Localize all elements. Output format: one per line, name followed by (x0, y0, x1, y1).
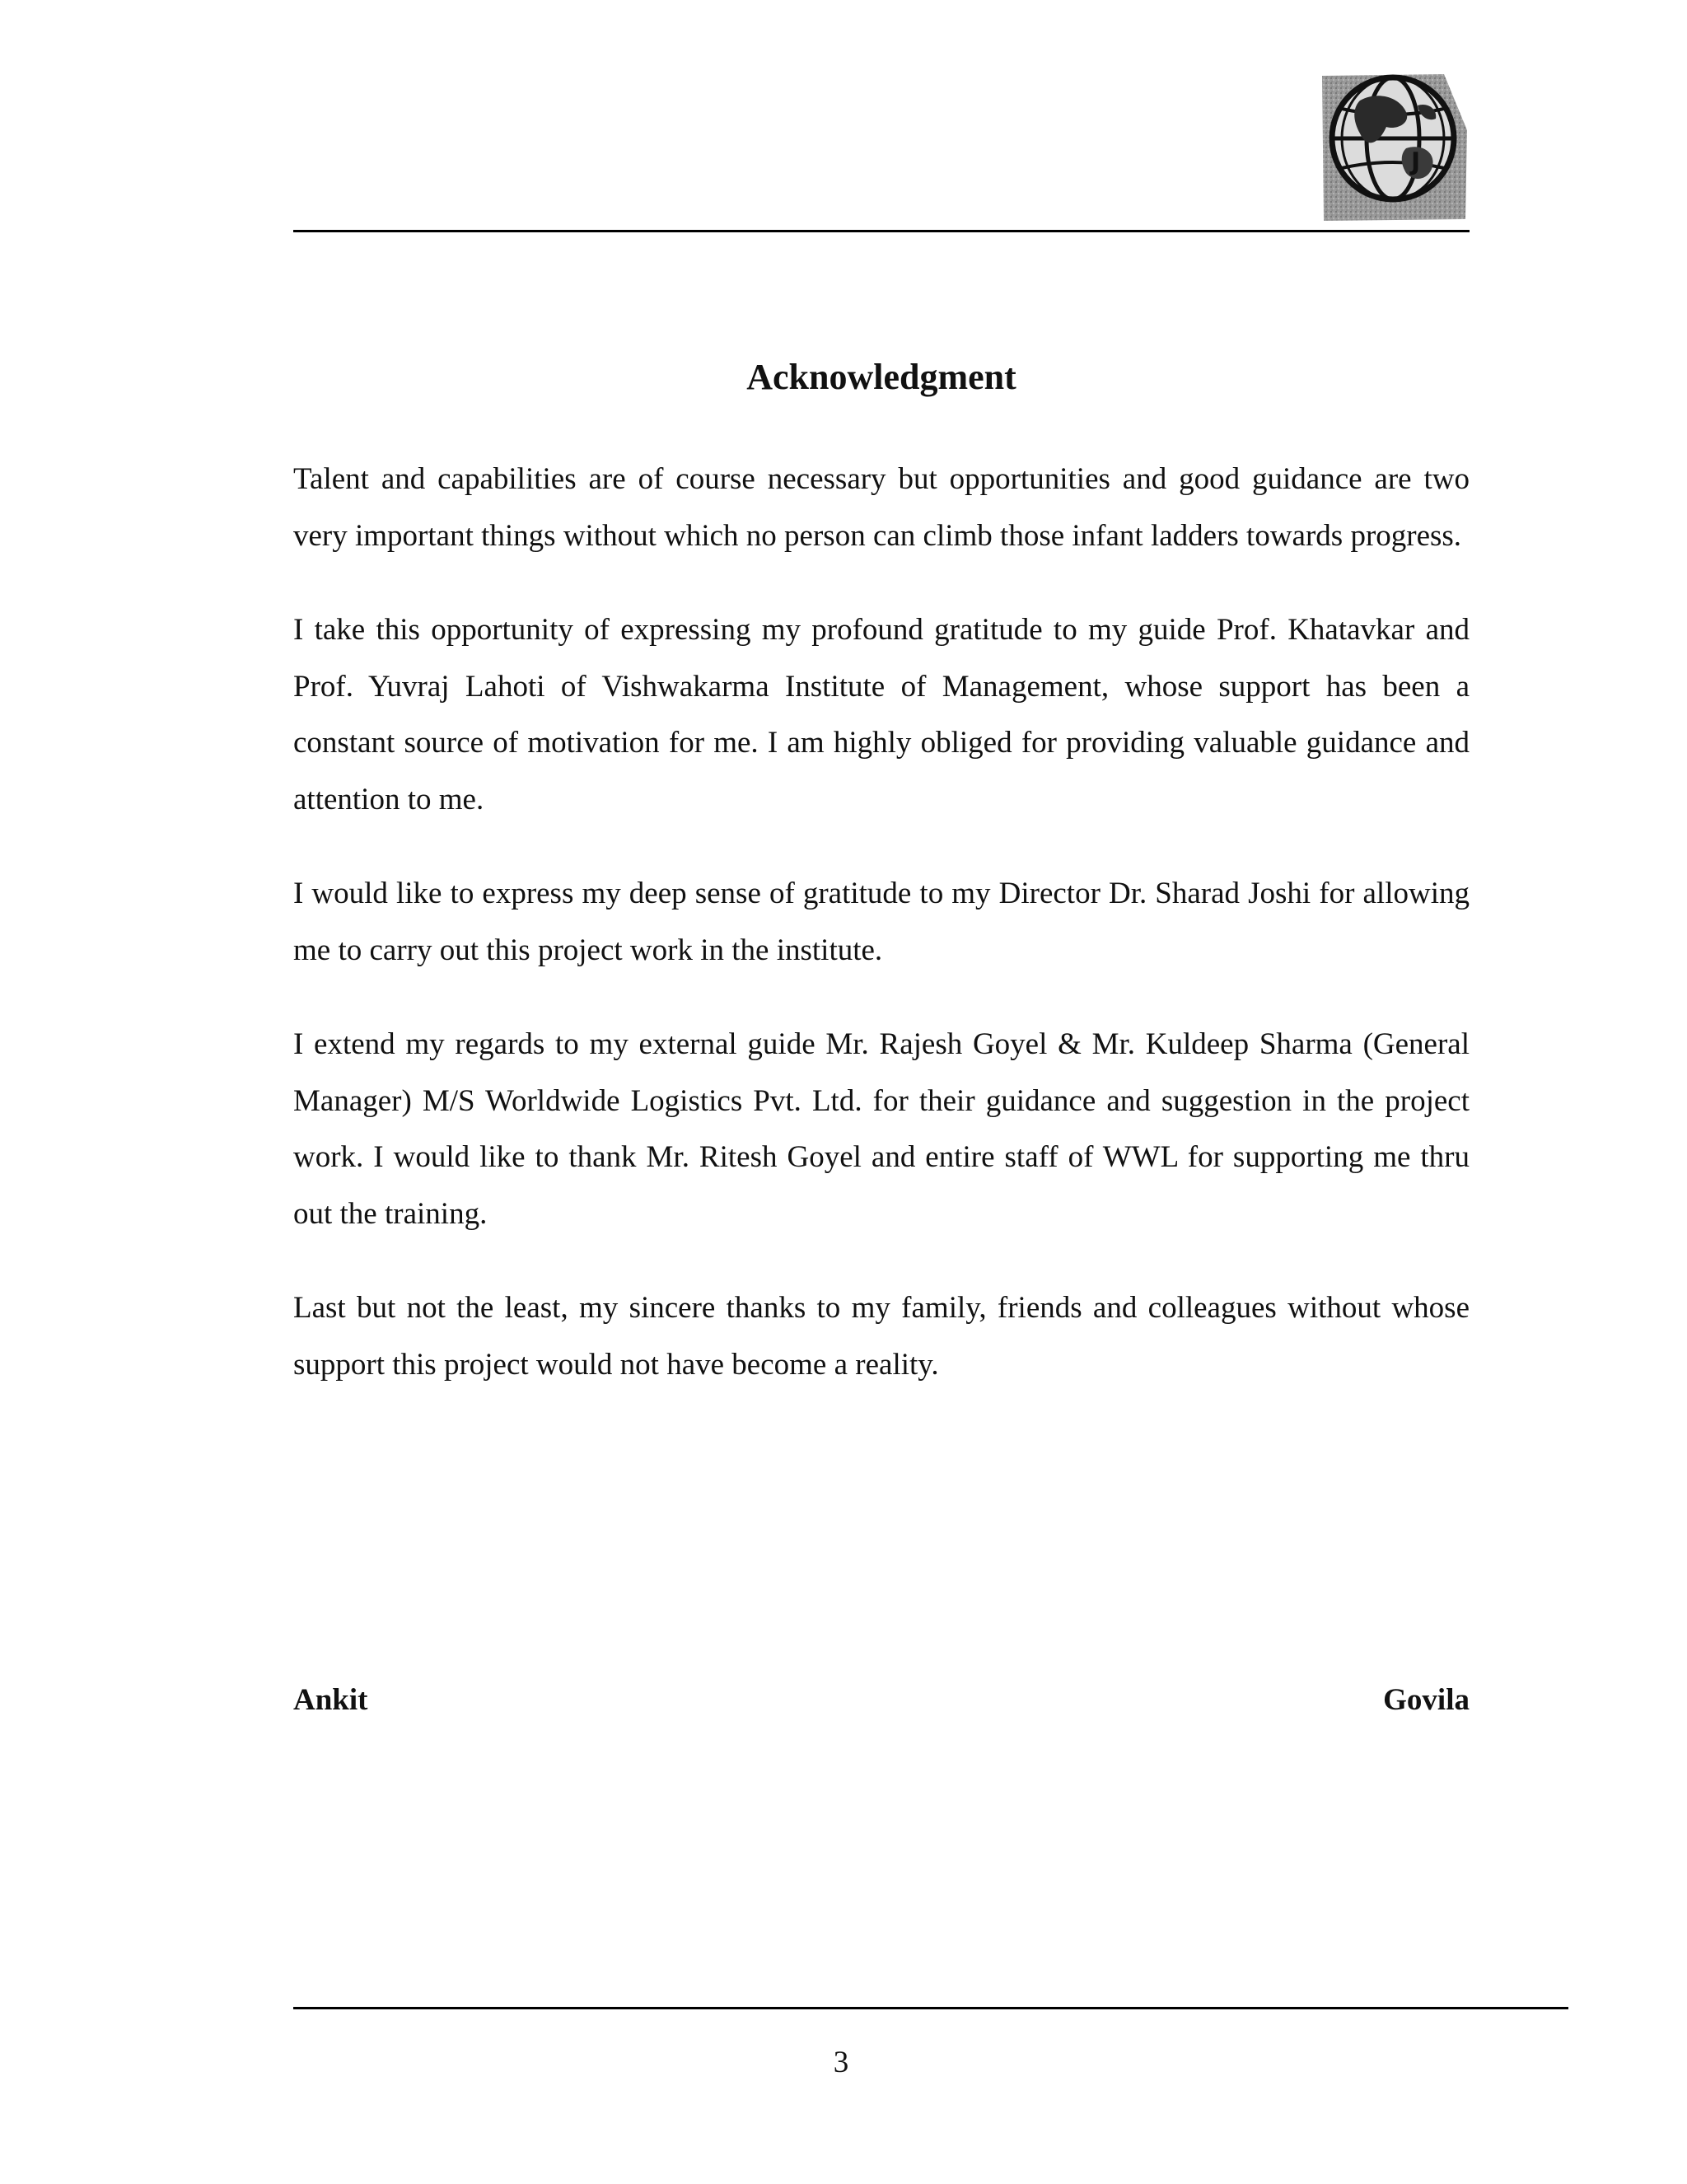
acknowledgment-body (293, 451, 1470, 1431)
page-number: 3 (833, 2046, 849, 2079)
paragraph-3: I would like to express my deep sense of gratitude to my Director Dr. Sharad Joshi for allowing me to carry out this project work in the institute. (293, 877, 1470, 967)
signature-last-name: Govila (1383, 1683, 1470, 1717)
paragraph-4: I extend my regards to my external guide Mr. Rajesh Goyel & Mr. Kuldeep Sharma (General Manager) M/S Worldwide Logistics Pvt. Ltd. for their guidance and suggestion in the project work. I would like to thank Mr. Ritesh Goyel and entire staff of WWL for supporting me thru out the training. (293, 1027, 1470, 1231)
paragraph-2: I take this opportunity of expressing my profound gratitude to my guide Prof. Khatavkar and Prof. Yuvraj Lahoti of Vishwakarma Institute of Management, whose support has been a constant source of motivation for me. I am highly obliged for providing valuable guidance and attention to me. (293, 613, 1470, 816)
signature-line (293, 1677, 1470, 1723)
globe-seal-icon (1320, 72, 1469, 222)
footer-divider (293, 2007, 1568, 2009)
svg-text:J: J (1411, 147, 1421, 176)
page-title: Acknowledgment (746, 357, 1016, 397)
paragraph-5: Last but not the least, my sincere thanks to my family, friends and colleagues without whose support this project would not have become a reality. (293, 1291, 1470, 1382)
header-divider (293, 230, 1470, 232)
signature-first-name: Ankit (293, 1683, 368, 1717)
paragraph-1: Talent and capabilities are of course necessary but opportunities and good guidance are two very important things without which no person can climb those infant ladders towards progress. (293, 462, 1470, 553)
